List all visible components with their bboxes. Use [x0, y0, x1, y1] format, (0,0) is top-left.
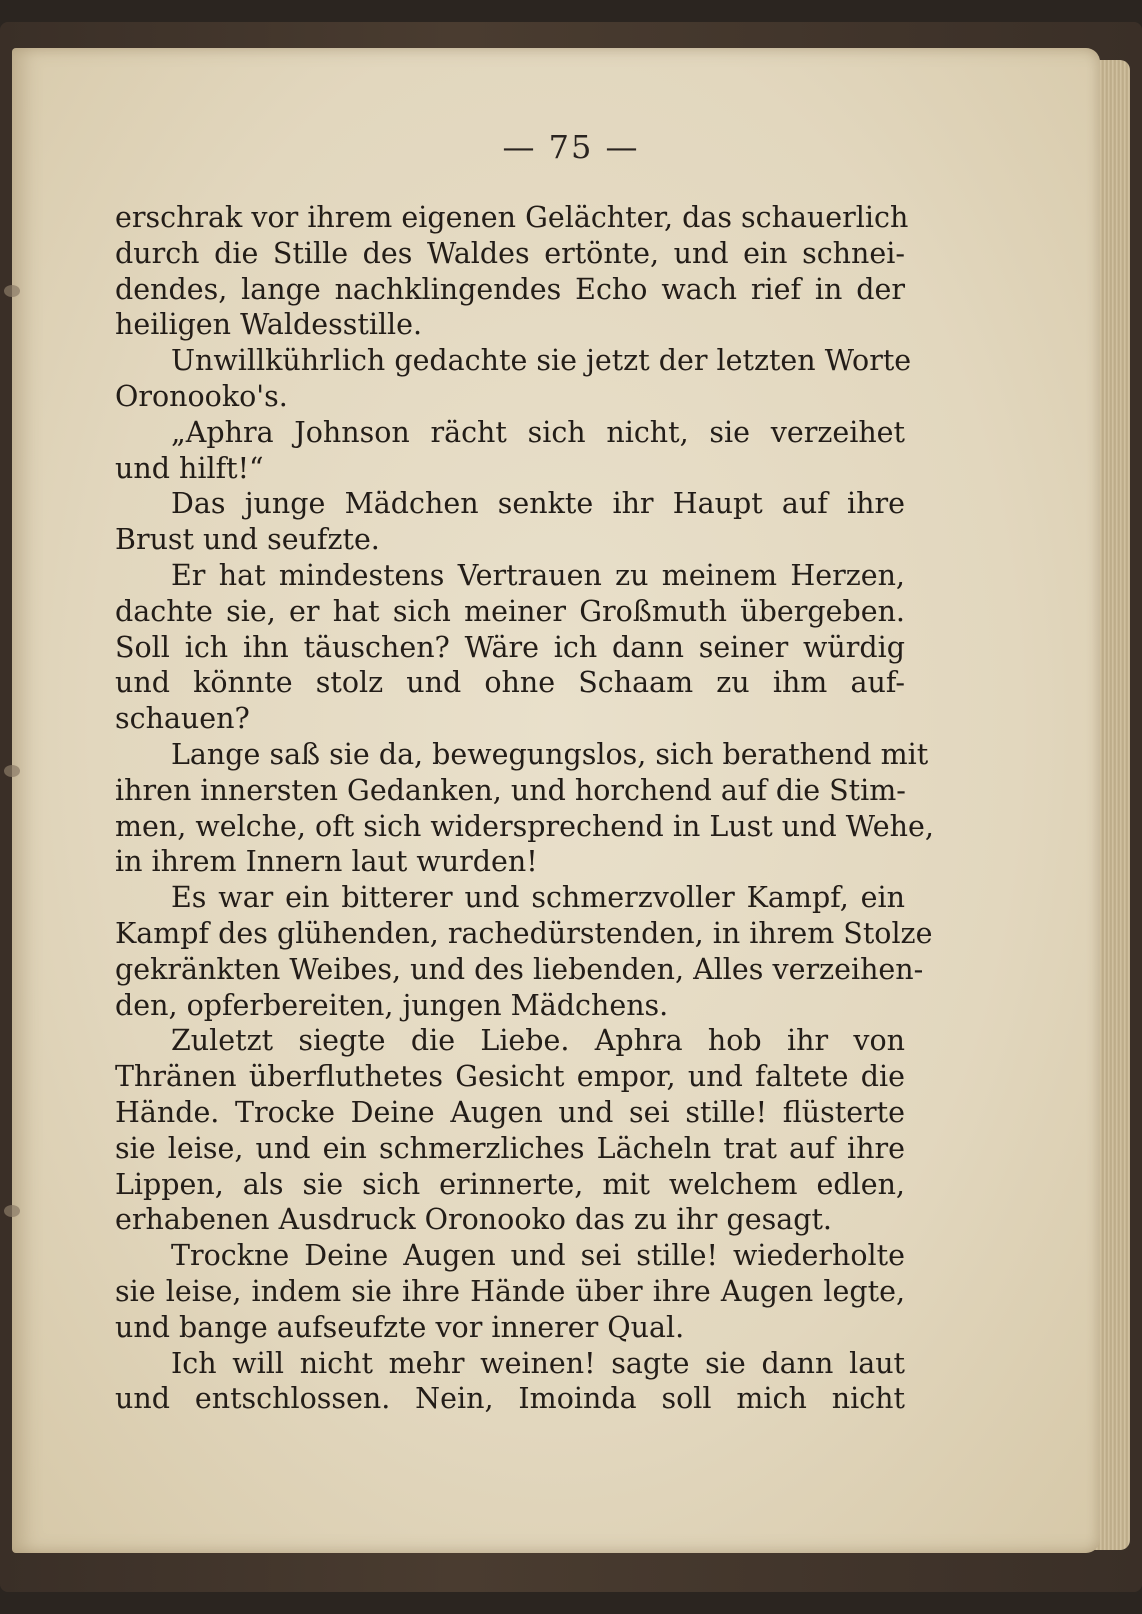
text-line: dachte sie, er hat sich meiner Großmuth übergeben. [115, 594, 905, 628]
text-line: und könnte stolz und ohne Schaam zu ihm auf- [115, 666, 905, 700]
text-line: „Aphra Johnson rächt sich nicht, sie verzeihet [171, 415, 905, 449]
text-line: Soll ich ihn täuschen? Wäre ich dann seiner würdig [115, 630, 905, 664]
text-line: und hilft!“ [115, 451, 264, 485]
text-line: sie leise, und ein schmerzliches Lächeln trat auf ihre [115, 1131, 905, 1165]
text-line: heiligen Waldesstille. [115, 308, 423, 342]
text-line: ihren innersten Gedanken, und horchend auf die Stim- [115, 773, 906, 807]
margin-stain [4, 765, 20, 777]
text-line: Oronooko's. [115, 379, 288, 413]
text-line: dendes, lange nachklingendes Echo wach rief in der [115, 272, 905, 306]
text-line: durch die Stille des Waldes ertönte, und ein schnei- [115, 236, 905, 270]
text-line: Zuletzt siegte die Liebe. Aphra hob ihr von [171, 1024, 905, 1058]
text-line: den, opferbereiten, jungen Mädchens. [115, 988, 669, 1022]
text-line: und bange aufseufzte vor innerer Qual. [115, 1310, 685, 1344]
text-line: Es war ein bitterer und schmerzvoller Kampf, ein [171, 881, 905, 915]
body-text [115, 200, 934, 1417]
text-line: erhabenen Ausdruck Oronooko das zu ihr gesagt. [115, 1203, 832, 1237]
text-line: Das junge Mädchen senkte ihr Haupt auf ihre [171, 487, 905, 521]
text-line: Lange saß sie da, bewegungslos, sich berathend mit [171, 737, 929, 771]
text-line: Lippen, als sie sich erinnerte, mit welchem edlen, [115, 1167, 905, 1201]
text-line: Brust und seufzte. [115, 523, 380, 557]
text-line: Kampf des glühenden, rachedürstenden, in ihrem Stolze [115, 916, 933, 950]
text-line: schauen? [115, 702, 250, 736]
margin-stain [4, 285, 20, 297]
text-line: men, welche, oft sich widersprechend in Lust und Wehe, [115, 809, 934, 843]
text-line: in ihrem Innern laut wurden! [115, 845, 538, 879]
text-line: Er hat mindestens Vertrauen zu meinem Herzen, [171, 558, 905, 592]
text-line: Trockne Deine Augen und sei stille! wiederholte [171, 1239, 905, 1273]
text-line: Unwillkührlich gedachte sie jetzt der letzten Worte [171, 344, 912, 378]
text-line: sie leise, indem sie ihre Hände über ihre Augen legte, [115, 1274, 905, 1308]
text-line: Ich will nicht mehr weinen! sagte sie dann laut [171, 1346, 905, 1380]
text-line: gekränkten Weibes, und des liebenden, Alles verzeihen- [115, 952, 924, 986]
page-number: — 75 — [502, 128, 640, 166]
margin-stain [4, 1205, 20, 1217]
text-line: Thränen überfluthetes Gesicht empor, und faltete die [115, 1060, 905, 1094]
text-line: und entschlossen. Nein, Imoinda soll mich nicht [115, 1382, 905, 1416]
text-line: erschrak vor ihrem eigenen Gelächter, das schauerlich [115, 201, 909, 234]
text-line: Hände. Trocke Deine Augen und sei stille! flüsterte [115, 1095, 905, 1129]
